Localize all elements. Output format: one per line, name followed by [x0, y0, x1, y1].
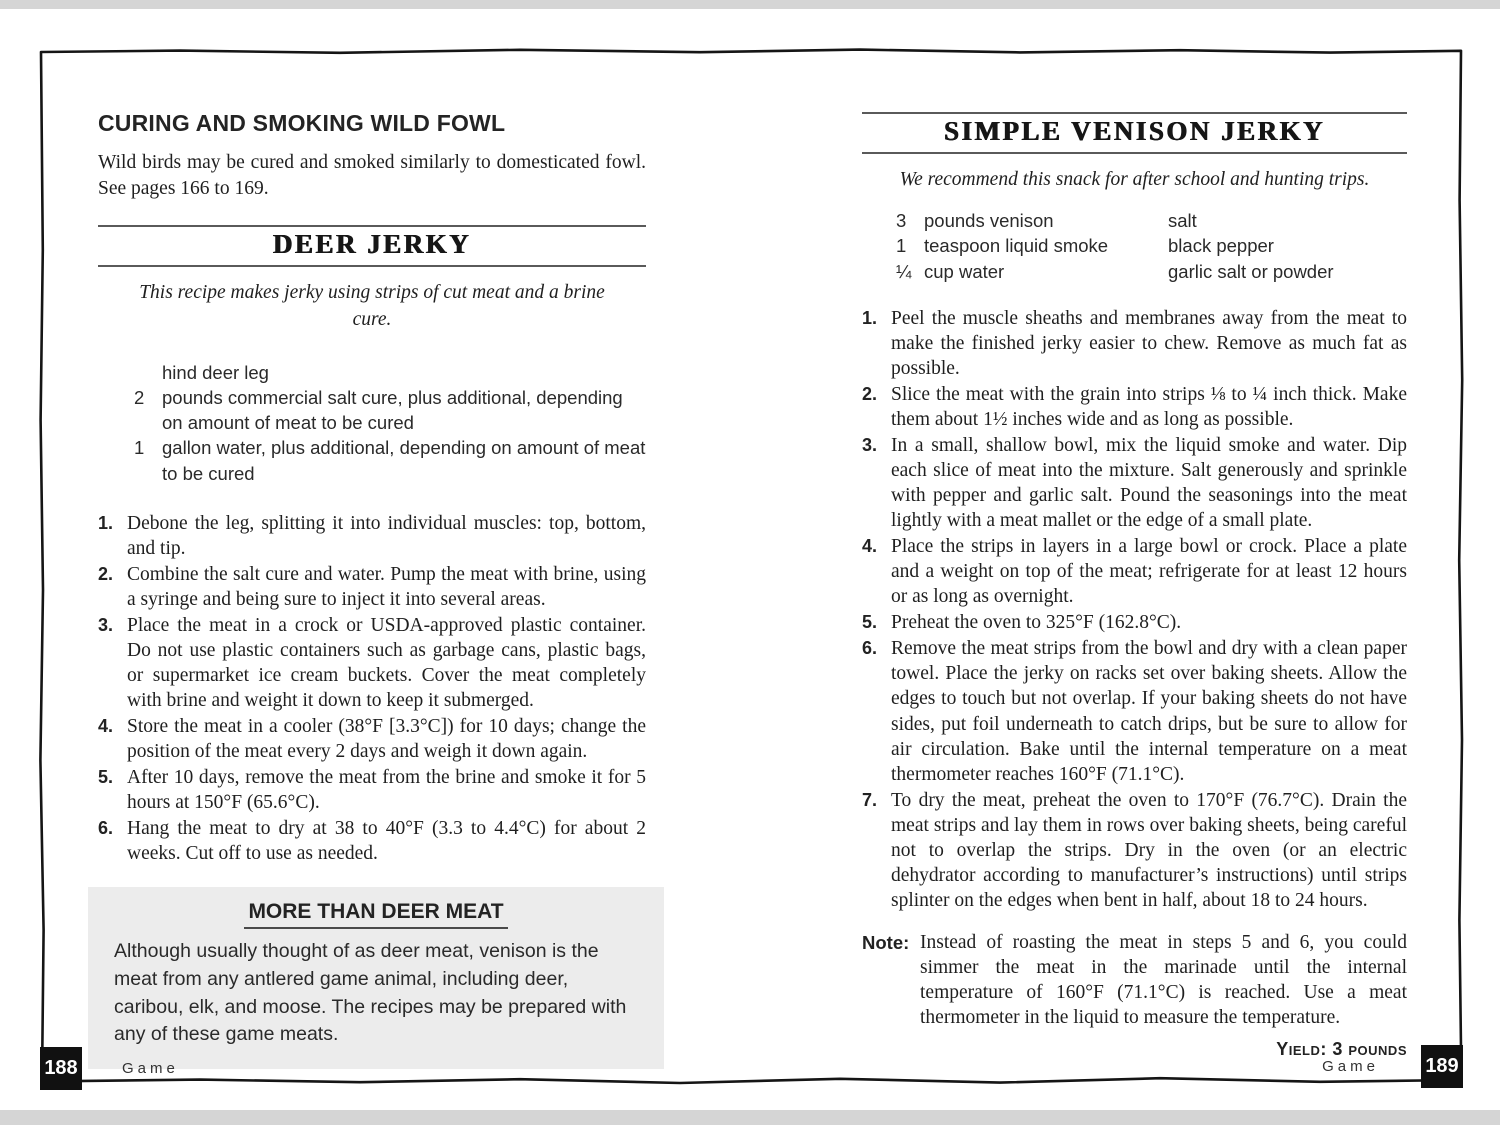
footer-section-label: Game: [1322, 1058, 1379, 1075]
step-item: [98, 562, 646, 612]
ingredient-qty: 1: [896, 235, 907, 257]
step-number: 6.: [862, 638, 878, 659]
ingredient-name: black pepper: [1168, 235, 1274, 257]
step-item: [98, 816, 646, 866]
step-number: 1.: [98, 512, 114, 533]
note-label: Note:: [862, 931, 910, 953]
step-item: [862, 636, 1407, 786]
step-text: After 10 days, remove the meat from the brine and smoke it for 5 hours at 150°F (65.6°C).: [127, 767, 646, 814]
step-number: 3.: [862, 435, 878, 456]
ingredient-row: [134, 385, 646, 435]
left-page-footer: [40, 1047, 179, 1090]
recipe-title: DEER JERKY: [272, 229, 472, 260]
ingredient-qty: [134, 360, 162, 385]
page-number-badge: 188: [40, 1047, 82, 1090]
step-item: [862, 306, 1407, 381]
step-item: [98, 613, 646, 713]
ingredient-row: [896, 208, 1168, 233]
sidebar-box-title-wrap: [114, 900, 638, 929]
ingredient-name: pounds venison: [924, 210, 1054, 232]
step-text: Peel the muscle sheaths and membranes away from the meat to make the finished jerky easier to chew. Remove as much fat as possible.: [891, 307, 1407, 379]
step-number: 4.: [862, 536, 878, 557]
right-page-footer: [1322, 1045, 1463, 1088]
ingredient-name: teaspoon liquid smoke: [924, 235, 1109, 257]
step-number: 2.: [98, 563, 114, 584]
step-text: Combine the salt cure and water. Pump the meat with brine, using a syringe and being sure to inject it into several areas.: [127, 563, 646, 610]
recipe-title-block-deer-jerky: [98, 225, 646, 267]
ingredient-row: [134, 360, 646, 385]
step-text: Debone the leg, splitting it into individual muscles: top, bottom, and tip.: [127, 512, 646, 559]
step-number: 2.: [862, 383, 878, 404]
ingredient-qty: 2: [134, 387, 145, 409]
ingredient-name: cup water: [924, 260, 1005, 282]
ingredient-name: hind deer leg: [162, 361, 269, 383]
recipe-steps: [862, 306, 1407, 913]
step-text: In a small, shallow bowl, mix the liquid smoke and water. Dip each slice of meat into the mixture. Salt generously and sprinkle with pepper and garlic salt. Pound the seasonings into the meat lightly with a meat mallet or the edge of a small plate.: [891, 435, 1407, 532]
scan-edge-bottom: [0, 1110, 1500, 1125]
recipe-title: SIMPLE VENISON JERKY: [943, 116, 1326, 146]
step-text: Slice the meat with the grain into strips ⅛ to ¼ inch thick. Make them about 1½ inches wide and as long as possible.: [891, 383, 1407, 430]
right-page-column: [862, 112, 1407, 1060]
left-page-column: [98, 110, 646, 1069]
ingredient-name: salt: [1168, 210, 1197, 232]
step-text: Remove the meat strips from the bowl and dry with a clean paper towel. Place the jerky on racks set over baking sheets. Allow the edges to touch but not overlap. If your baking sheets do not have sides, put foil underneath to catch drips, but be sure to allow for air circulation. Bake until the internal temperature on a meat thermometer reaches 160°F (71.1°C).: [891, 638, 1407, 785]
step-number: 4.: [98, 716, 114, 737]
sidebar-box-more-than-deer-meat: [88, 887, 664, 1069]
step-item: [862, 610, 1407, 635]
note-text: Instead of roasting the meat in steps 5 and 6, you could simmer the meat in the marinade until the internal temperature of 160°F (71.1°C) is reached. Use a meat thermometer in the liquid to measure the temperature.: [920, 931, 1407, 1029]
step-item: [98, 511, 646, 561]
step-number: 6.: [98, 818, 114, 839]
recipe-description: We recommend this snack for after school and hunting trips.: [899, 169, 1370, 190]
recipe-title-block-simple-venison-jerky: [862, 112, 1407, 154]
step-text: Place the meat in a crock or USDA-approved plastic container. Do not use plastic containers such as garbage cans, plastic bags, or supermarket ice cream buckets. Cover the meat completely with brine and weight it down to keep it submerged.: [127, 614, 646, 711]
recipe-steps: [98, 511, 646, 867]
scan-edge-top: [0, 0, 1500, 9]
step-number: 5.: [862, 612, 878, 633]
step-text: To dry the meat, preheat the oven to 170°F (76.7°C). Drain the meat strips and lay them in rows over baking sheets, being careful not to overlap the strips. Dry in the oven (or an electric dehydrator according to manufacturer’s instructions) until strips splinter on the edges when bent in half, about 18 to 24 hours.: [891, 789, 1407, 911]
recipe-description: This recipe makes jerky using strips of cut meat and a brine cure.: [139, 282, 605, 330]
ingredient-row: [896, 259, 1168, 284]
step-item: [98, 765, 646, 815]
ingredient-qty: 1: [134, 437, 145, 459]
step-text: Store the meat in a cooler (38°F [3.3°C]) for 10 days; change the position of the meat every 2 days and weigh it down again.: [127, 716, 646, 763]
sidebar-box-text: Although usually thought of as deer meat, venison is the meat from any antlered game animal, including deer, caribou, elk, and moose. The recipes may be prepared with any of these game meats.: [114, 940, 627, 1046]
section-intro-paragraph: Wild birds may be cured and smoked similarly to domesticated fowl. See pages 166 to 169.: [98, 152, 646, 200]
ingredient-list: [134, 360, 646, 486]
ingredient-name: garlic salt or powder: [1168, 260, 1334, 282]
recipe-note: [862, 930, 1407, 1030]
ingredient-name: gallon water, plus additional, depending on amount of meat to be cured: [162, 437, 646, 484]
step-number: 7.: [862, 789, 878, 810]
ingredient-row: [896, 233, 1168, 258]
step-text: Preheat the oven to 325°F (162.8°C).: [891, 612, 1182, 634]
section-heading: CURING AND SMOKING WILD FOWL: [98, 110, 506, 136]
step-item: [862, 788, 1407, 913]
step-item: [862, 433, 1407, 533]
step-item: [862, 382, 1407, 432]
step-number: 5.: [98, 767, 114, 788]
step-item: [98, 714, 646, 764]
step-number: 1.: [862, 307, 878, 328]
sidebar-box-title: MORE THAN DEER MEAT: [244, 900, 507, 929]
ingredient-list-two-column: [896, 208, 1407, 283]
yield-label: Yield: 3 pounds: [1276, 1039, 1407, 1060]
page-number-badge: 189: [1421, 1045, 1463, 1088]
ingredient-column-1: [896, 208, 1168, 283]
ingredient-qty: 3: [896, 210, 907, 232]
footer-section-label: Game: [122, 1060, 179, 1077]
step-number: 3.: [98, 614, 114, 635]
step-text: Hang the meat to dry at 38 to 40°F (3.3 to 4.4°C) for about 2 weeks. Cut off to use as needed.: [127, 818, 646, 865]
step-text: Place the strips in layers in a large bowl or crock. Place a plate and a weight on top of the meat; refrigerate for at least 12 hours or as long as overnight.: [891, 536, 1407, 608]
ingredient-name: pounds commercial salt cure, plus additional, depending on amount of meat to be cured: [162, 387, 623, 434]
step-item: [862, 534, 1407, 609]
ingredient-row: [134, 435, 646, 485]
ingredient-column-2: [1168, 208, 1407, 283]
ingredient-qty: ¼: [896, 260, 912, 282]
